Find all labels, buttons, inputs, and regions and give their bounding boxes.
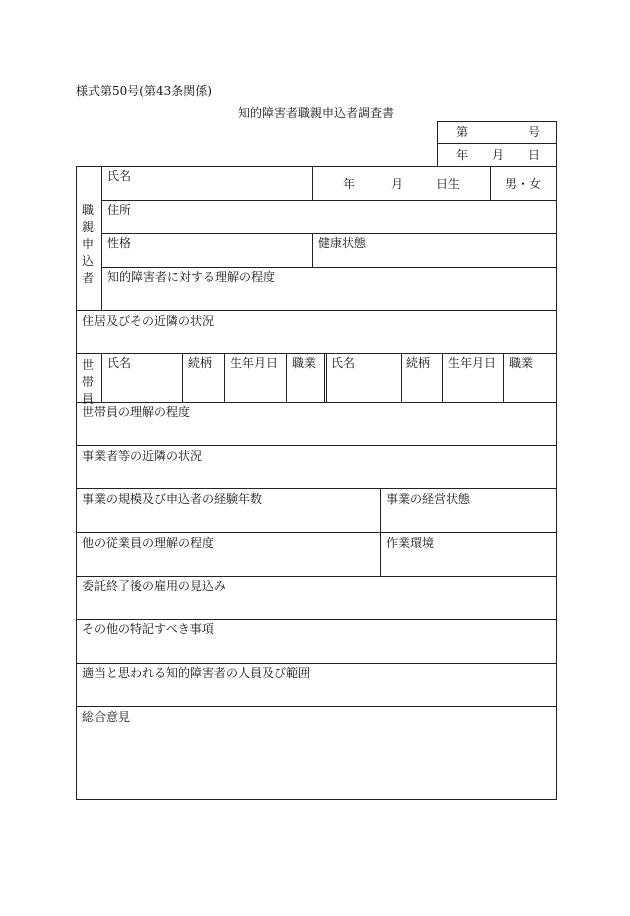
applicant-address-label: 住所 <box>107 203 132 217</box>
business-scale-label: 事業の規模及び申込者の経験年数 <box>82 492 263 506</box>
applicant-name-label: 氏名 <box>107 169 132 183</box>
household-understanding-label: 世帯員の理解の程度 <box>82 405 191 419</box>
business-neighborhood-label: 事業者等の近隣の状況 <box>82 449 203 463</box>
household-col-relation-1: 続柄 <box>188 356 213 370</box>
page-title: 知的障害者職親申込者調査書 <box>238 106 395 120</box>
business-status-label: 事業の経営状態 <box>386 492 471 506</box>
household-col-name-1: 氏名 <box>107 356 132 370</box>
household-col-occupation-1: 職業 <box>292 356 317 370</box>
doc-date-day: 日 <box>528 148 541 162</box>
form-number: 様式第50号(第43条関係) <box>76 84 212 98</box>
applicant-sex: 男・女 <box>505 177 542 191</box>
household-col-birthdate-1: 生年月日 <box>230 356 279 370</box>
overall-opinion-label: 総合意見 <box>82 710 131 724</box>
doc-date-month: 月 <box>492 148 505 162</box>
applicant-character-label: 性格 <box>107 236 132 250</box>
household-col-relation-2: 続柄 <box>406 356 431 370</box>
residence-label: 住居及びその近隣の状況 <box>82 314 215 328</box>
suitable-persons-label: 適当と思われる知的障害者の人員及び範囲 <box>82 666 311 680</box>
household-col-name-2: 氏名 <box>331 356 356 370</box>
applicant-birth-month: 月 <box>391 177 404 191</box>
doc-date-year: 年 <box>456 148 469 162</box>
employment-prospect-label: 委託終了後の雇用の見込み <box>82 579 227 593</box>
applicant-health-label: 健康状態 <box>318 236 367 250</box>
applicant-birth-day: 日生 <box>436 177 461 191</box>
applicant-birth-year: 年 <box>343 177 356 191</box>
doc-number-go: 号 <box>528 125 541 139</box>
household-side-label: 世帯員 <box>81 358 94 406</box>
special-notes-label: その他の特記すべき事項 <box>82 622 214 636</box>
doc-number-dai: 第 <box>456 125 469 139</box>
household-col-occupation-2: 職業 <box>509 356 534 370</box>
applicant-side-label: 職親申込者 <box>81 203 94 285</box>
employee-understanding-label: 他の従業員の理解の程度 <box>82 536 215 550</box>
household-col-birthdate-2: 生年月日 <box>448 356 497 370</box>
applicant-understanding-label: 知的障害者に対する理解の程度 <box>107 270 276 284</box>
work-environment-label: 作業環境 <box>386 536 435 550</box>
